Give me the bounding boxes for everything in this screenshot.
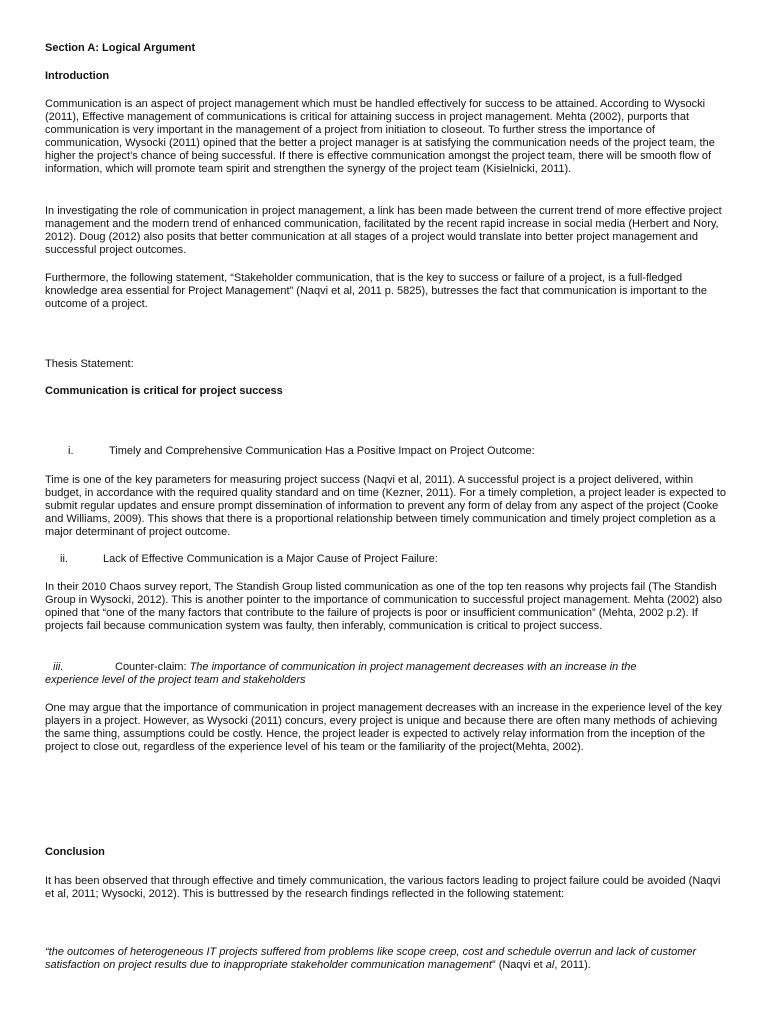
point-1-body: Time is one of the key parameters for measuring project success (Naqvi et al, 2011). A successful project is a project delivered, within budget, in accordance with the required quality standard and on time (Kezner, 2011). For a timely completion, a project leader is expected to submit regular updates and ensure prompt dissemination of information to prevent any form of delay from any aspect of the project (Cooke and Williams, 2009). This shows that there is a proportional relationship between timely communication and timely project completion as a major determinant of project outcome.	[45, 474, 726, 538]
introduction-paragraph-1: Communication is an aspect of project management which must be handled effectively for success to be attained. According to Wysocki (2011), Effective management of communications is critical for attaining success in project management. Mehta (2002), purports that communication is very important in the management of a project from initiation to closeout. To further stress the importance of communication, Wysocki (2011) opined that the better a project manager is at satisfying the communication needs of the project team, the higher the project’s chance of being successful. If there is effective communication amongst the project team, there will be smooth flow of information, which will promote team spirit and strengthen the synergy of the project team (Kisielnicki, 2011).	[45, 98, 715, 175]
quote-citation-al: al	[545, 959, 555, 971]
point-3-title-line-2: experience level of the project team and stakeholders	[45, 674, 306, 686]
point-3-body: One may argue that the importance of communication in project management decreases with an increase in the experience level of the key players in a project. However, as Wysocki (2011) concurs, every project is unique and because there are often many methods of achieving the same thing, assumptions could be costly. Hence, the project leader is expected to actively relay information from the inception of the project to close out, regardless of the experience level of his team or the familiarity of the project(Mehta, 2002).	[45, 702, 722, 753]
point-2-title: Lack of Effective Communication is a Major Cause of Project Failure:	[103, 553, 438, 565]
point-1-title: Timely and Comprehensive Communication Has a Positive Impact on Project Outcome:	[109, 445, 535, 457]
conclusion-paragraph: It has been observed that through effective and timely communication, the various factors leading to project failure could be avoided (Naqvi et al, 2011; Wysocki, 2012). This is buttressed by the research findings reflected in the following statement:	[45, 875, 721, 900]
quote-text: “the outcomes of heterogeneous IT projects suffered from problems like scope creep, cost and schedule overrun and lack of customer satisfaction on project results due to inappropriate stakeholder communication management	[45, 946, 697, 971]
introduction-paragraph-2: In investigating the role of communication in project management, a link has been made between the current trend of more effective project management and the modern trend of enhanced communication, facilitated by the recent rapid increase in social media (Herbert and Nory, 2012). Doug (2012) also posits that better communication at all stages of a project would translate into better project management and successful project outcomes.	[45, 205, 722, 256]
point-3-title-line-1: The importance of communication in project management decreases with an increase in the	[189, 661, 637, 673]
thesis-label: Thesis Statement:	[45, 358, 134, 370]
point-3-heading	[45, 661, 727, 687]
point-2-number: ii.	[60, 553, 68, 565]
point-3-number: iii.	[53, 661, 64, 673]
point-1-number: i.	[68, 445, 74, 457]
point-3-label: Counter-claim:	[115, 661, 190, 673]
introduction-heading: Introduction	[45, 70, 110, 82]
introduction-paragraph-3: Furthermore, the following statement, “Stakeholder communication, that is the key to success or failure of a project, is a full-fledged knowledge area essential for Project Management” (Naqvi et al, 2011 p. 5825), butresses the fact that communication is important to the outcome of a project.	[45, 272, 707, 310]
section-title: Section A: Logical Argument	[45, 42, 196, 54]
quote-citation-post: , 2011).	[554, 959, 591, 971]
conclusion-heading: Conclusion	[45, 846, 105, 858]
point-2-body: In their 2010 Chaos survey report, The Standish Group listed communication as one of the top ten reasons why projects fail (The Standish Group in Wysocki, 2012). This is another pointer to the importance of communication to successful project management. Mehta (2002) also opined that “one of the many factors that contribute to the failure of projects is poor or insufficient communication” (Mehta, 2002 p.2). If projects fail because communication system was faulty, then inferably, communication is critical to project success.	[45, 581, 723, 632]
closing-quote	[45, 946, 727, 972]
thesis-statement: Communication is critical for project success	[45, 385, 283, 397]
quote-citation-pre: ” (Naqvi et	[491, 959, 546, 971]
